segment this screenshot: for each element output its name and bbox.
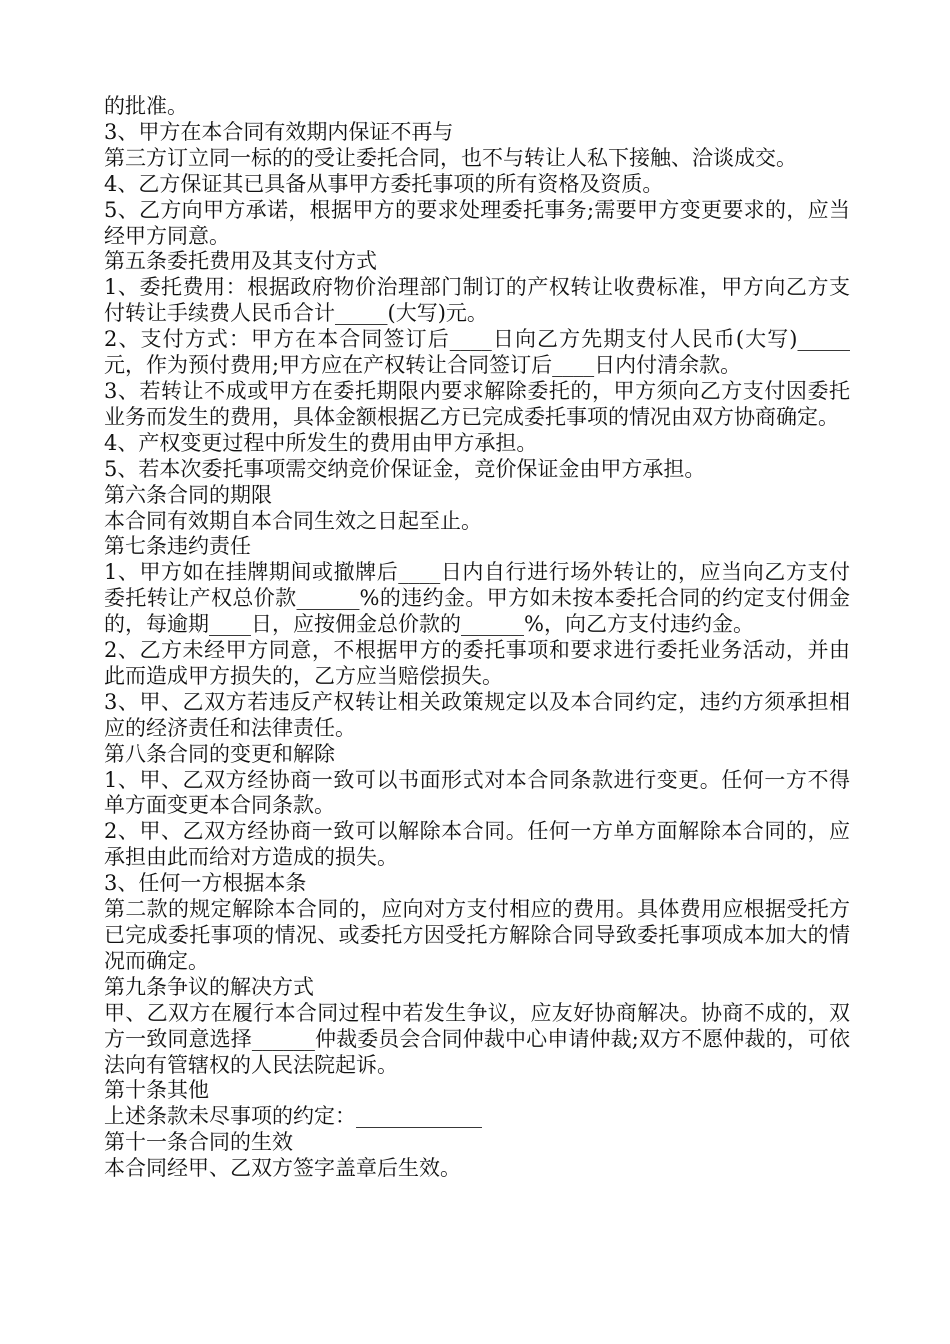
clause-9-body: 甲、乙双方在履行本合同过程中若发生争议，应友好协商解决。协商不成的，双方一致同意选择______仲裁委员会合同仲裁中心申请仲裁;双方不愿仲裁的，可依法向有管辖权的人民法院起诉。 <box>104 1000 850 1077</box>
clause-5-item-4: 4、产权变更过程中所发生的费用由甲方承担。 <box>104 430 538 455</box>
clause-5-item-3: 3、若转让不成或甲方在委托期限内要求解除委托的，甲方须向乙方支付因委托业务而发生的费用，具体金额根据乙方已完成委托事项的情况由双方协商确定。 <box>104 378 850 429</box>
clause-7-item-1: 1、甲方如在挂牌期间或撤牌后____日内自行进行场外转让的，应当向乙方支付委托转让产权总价款______%的违约金。甲方如未按本委托合同的约定支付佣金的，每逾期____日，应按佣金总价款的______%，向乙方支付违约金。 <box>104 560 850 637</box>
clause-10-body: 上述条款未尽事项的约定：____________ <box>104 1104 482 1129</box>
clause-11-heading: 第十一条合同的生效 <box>104 1130 293 1155</box>
paragraph-approval-end: 的批准。 <box>104 94 188 118</box>
contract-document-page <box>104 94 850 1182</box>
clause-4-item-3-start: 3、甲方在本合同有效期内保证不再与 <box>104 119 454 144</box>
clause-8-item-3-start: 3、任何一方根据本条 <box>104 871 307 896</box>
clause-8-heading: 第八条合同的变更和解除 <box>104 741 335 766</box>
clause-5-item-1: 1、委托费用：根据政府物价治理部门制订的产权转让收费标准，甲方向乙方支付转让手续费人民币合计_____(大写)元。 <box>104 275 850 326</box>
clause-4-item-3-continued: 第三方订立同一标的的受让委托合同，也不与转让人私下接触、洽谈成交。 <box>104 145 797 170</box>
clause-9-heading: 第九条争议的解决方式 <box>104 974 314 999</box>
clause-4-item-4: 4、乙方保证其已具备从事甲方委托事项的所有资格及资质。 <box>104 171 664 196</box>
clause-8-item-2: 2、甲、乙双方经协商一致可以解除本合同。任何一方单方面解除本合同的，应承担由此而给对方造成的损失。 <box>104 819 850 870</box>
clause-8-item-1: 1、甲、乙双方经协商一致可以书面形式对本合同条款进行变更。任何一方不得单方面变更本合同条款。 <box>104 767 850 818</box>
clause-5-item-5: 5、若本次委托事项需交纳竞价保证金，竞价保证金由甲方承担。 <box>104 456 706 481</box>
clause-7-heading: 第七条违约责任 <box>104 534 251 559</box>
clause-11-body: 本合同经甲、乙双方签字盖章后生效。 <box>104 1156 461 1181</box>
clause-6-heading: 第六条合同的期限 <box>104 482 272 507</box>
clause-10-heading: 第十条其他 <box>104 1078 209 1103</box>
clause-8-item-3-continued: 第二款的规定解除本合同的，应向对方支付相应的费用。具体费用应根据受托方已完成委托事项的情况、或委托方因受托方解除合同导致委托事项成本加大的情况而确定。 <box>104 897 850 973</box>
clause-6-body: 本合同有效期自本合同生效之日起至止。 <box>104 508 482 533</box>
clause-5-item-2: 2、支付方式：甲方在本合同签订后____日向乙方先期支付人民币(大写)_____元，作为预付费用;甲方应在产权转让合同签订后____日内付清余款。 <box>104 327 850 378</box>
clause-7-item-2: 2、乙方未经甲方同意，不根据甲方的委托事项和要求进行委托业务活动，并由此而造成甲方损失的，乙方应当赔偿损失。 <box>104 638 850 688</box>
clause-7-item-3: 3、甲、乙双方若违反产权转让相关政策规定以及本合同约定，违约方须承担相应的经济责任和法律责任。 <box>104 689 850 740</box>
clause-5-heading: 第五条委托费用及其支付方式 <box>104 249 377 274</box>
clause-4-item-5: 5、乙方向甲方承诺，根据甲方的要求处理委托事务;需要甲方变更要求的，应当经甲方同意。 <box>104 197 850 248</box>
